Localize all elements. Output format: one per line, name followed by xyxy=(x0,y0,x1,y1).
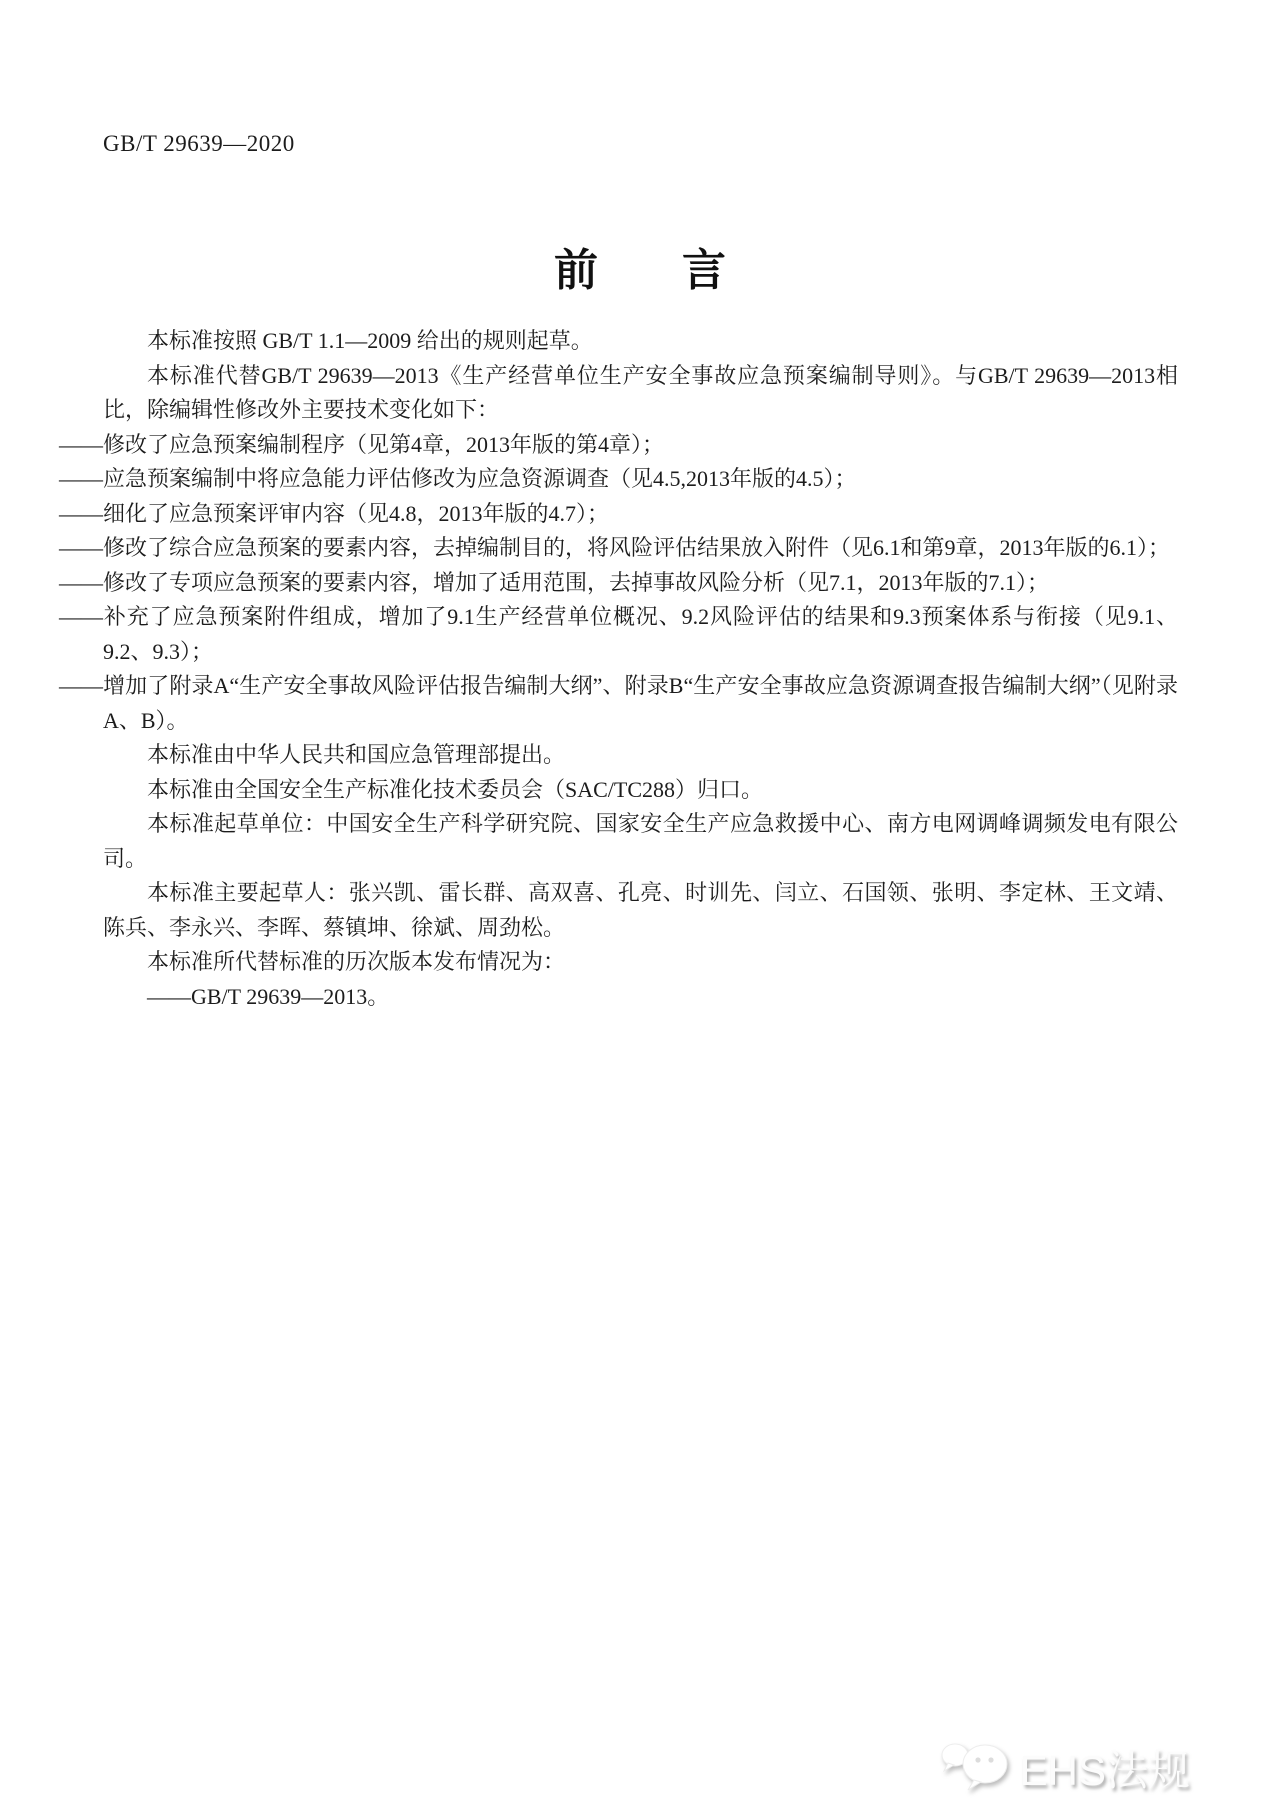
change-list-item: ——修改了专项应急预案的要素内容，增加了适用范围，去掉事故风险分析（见7.1，2013年版的7.1）； xyxy=(59,569,1050,595)
ehs-watermark xyxy=(940,1738,1190,1798)
change-list-item: ——应急预案编制中将应急能力评估修改为应急资源调查（见4.5,2013年版的4.5）； xyxy=(59,466,857,491)
paragraph-proposed-by: 本标准由中华人民共和国应急管理部提出。 xyxy=(147,742,566,767)
change-list-item: ——修改了应急预案编制程序（见第4章，2013年版的第4章）； xyxy=(59,431,665,457)
foreword-body xyxy=(59,324,1178,1014)
paragraph-drafters: 本标准主要起草人：张兴凯、雷长群、高双喜、孔亮、时训先、闫立、石国领、张明、李定林、王文靖、陈兵、李永兴、李晖、蔡镇坤、徐斌、周劲松。 xyxy=(103,880,1178,940)
paragraph-drafting-units: 本标准起草单位：中国安全生产科学研究院、国家安全生产应急救援中心、南方电网调峰调频发电有限公司。 xyxy=(103,811,1178,871)
change-list-item: ——细化了应急预案评审内容（见4.8，2013年版的4.7）； xyxy=(59,500,610,526)
revision-history-item: ——GB/T 29639—2013。 xyxy=(147,983,390,1009)
wechat-logo-icon xyxy=(940,1739,1014,1798)
standard-number: GB/T 29639—2020 xyxy=(103,131,295,156)
paragraph-replaces-standard: 本标准代替GB/T 29639—2013《生产经营单位生产安全事故应急预案编制导则》。与GB/T 29639—2013相比，除编辑性修改外主要技术变化如下： xyxy=(103,362,1178,422)
change-list-item: ——增加了附录A“生产安全事故风险评估报告编制大纲”、附录B“生产安全事故应急资源调查报告编制大纲”（见附录A、B）。 xyxy=(59,673,1178,733)
watermark-label: EHS法规 xyxy=(1019,1747,1190,1794)
paragraph-drafting-rule: 本标准按照 GB/T 1.1—2009 给出的规则起草。 xyxy=(147,328,593,353)
foreword-title-char-left: 前 xyxy=(554,246,598,295)
change-list-item: ——补充了应急预案附件组成，增加了9.1生产经营单位概况、9.2风险评估的结果和9.3预案体系与衔接（见9.1、9.2、9.3）； xyxy=(59,604,1178,664)
paragraph-previous-editions: 本标准所代替标准的历次版本发布情况为： xyxy=(147,949,566,974)
foreword-title xyxy=(0,234,1280,298)
paragraph-centralized-by: 本标准由全国安全生产标准化技术委员会（SAC/TC288）归口。 xyxy=(147,776,764,802)
change-list-item: ——修改了综合应急预案的要素内容，去掉编制目的，将风险评估结果放入附件（见6.1和第9章，2013年版的6.1）； xyxy=(59,535,1171,560)
foreword-title-char-right: 言 xyxy=(682,246,726,295)
